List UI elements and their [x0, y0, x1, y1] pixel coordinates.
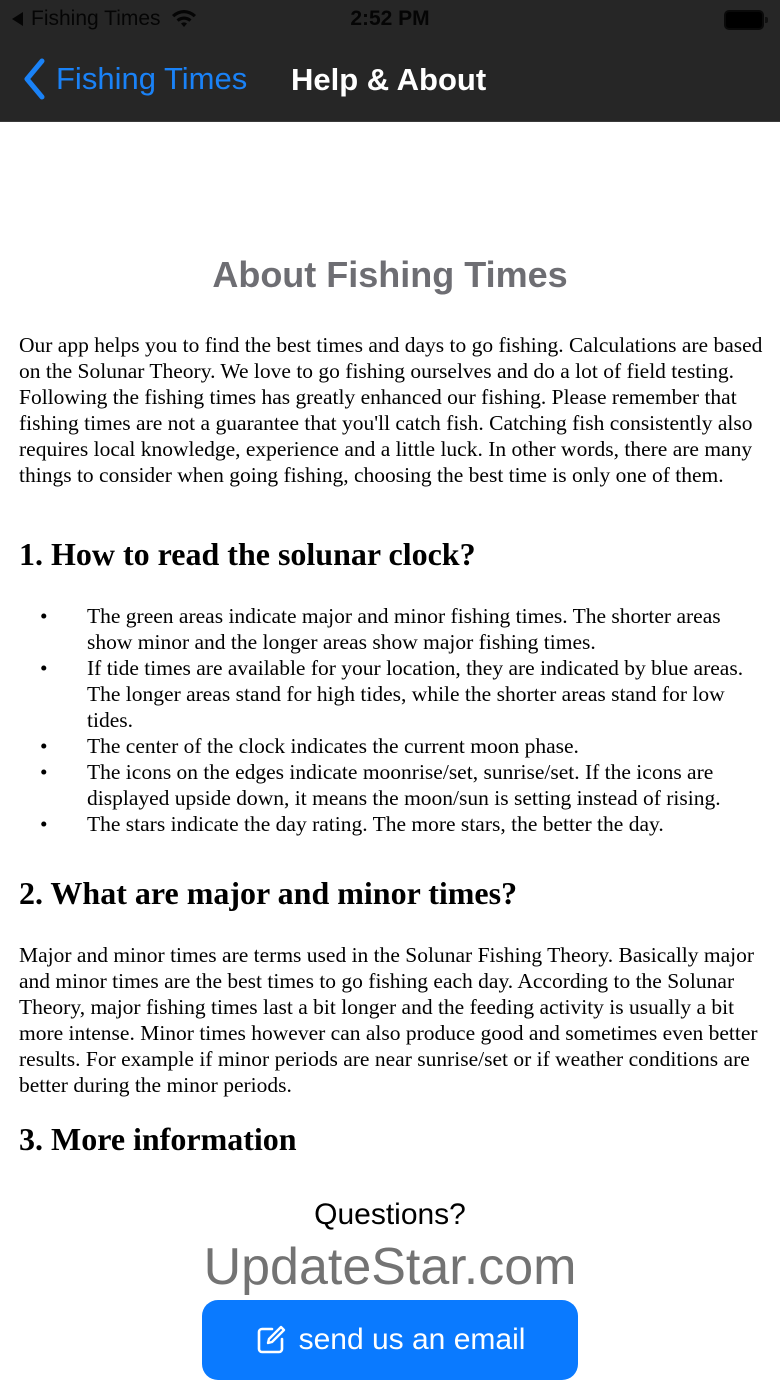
list-item: • The green areas indicate major and minor fishing times. The shorter areas show minor and the longer areas show major fishing times. — [40, 604, 721, 654]
bullet-icon: • — [40, 812, 48, 836]
list-item: • The icons on the edges indicate moonrise/set, sunrise/set. If the icons are displayed upside down, it means the moon/sun is setting instead of rising. — [40, 760, 721, 810]
bullet-icon: • — [40, 656, 48, 680]
send-email-label: send us an email — [298, 1323, 526, 1356]
bullet-icon: • — [40, 604, 48, 628]
top-bar — [0, 0, 780, 122]
major-minor-text: Major and minor times are terms used in the Solunar Fishing Theory. Basically major and minor times are the best times to go fishing each day. According to the Solunar Theory, major fishing times last a bit longer and the feeding activity is usually a bit more intense. Minor times however can also produce good and sometimes even better results. For example if minor periods are near sunrise/set or if weather conditions are better during the minor periods. — [19, 943, 758, 1097]
section-heading-major-minor: 2. What are major and minor times? — [19, 875, 518, 911]
status-bar — [0, 0, 780, 40]
list-item: • The stars indicate the day rating. The more stars, the better the day. — [40, 812, 664, 836]
about-title: About Fishing Times — [212, 254, 568, 295]
chevron-left-icon — [22, 58, 48, 100]
section-heading-more-info: 3. More information — [19, 1121, 297, 1157]
battery-icon — [724, 10, 764, 30]
solunar-clock-list — [0, 603, 780, 837]
questions-label: Questions? — [314, 1198, 466, 1231]
back-button-label: Fishing Times — [56, 61, 248, 96]
list-item: • The center of the clock indicates the current moon phase. — [40, 734, 579, 758]
bullet-icon: • — [40, 760, 48, 784]
compose-icon — [255, 1324, 287, 1356]
about-intro-text: Our app helps you to find the best times and days to go fishing. Calculations are based on the Solunar Theory. We love to go fishing ourselves and do a lot of field testing. Following the fishing times has greatly enhanced our fishing. Please remember that fishing times are not a guarantee that you'll catch fish. Catching fish consistently also requires local knowledge, experience and a little luck. In other words, there are many things to consider when going fishing, choosing the best time is only one of them. — [19, 333, 763, 487]
navigation-bar — [0, 50, 780, 110]
list-item: • If tide times are available for your location, they are indicated by blue areas. The longer areas stand for high tides, while the shorter areas stand for low tides. — [40, 656, 744, 732]
send-email-button[interactable] — [202, 1300, 578, 1380]
page-title: Help & About — [291, 62, 487, 97]
section-heading-solunar-clock: 1. How to read the solunar clock? — [19, 536, 476, 572]
back-button[interactable] — [22, 58, 247, 100]
status-time: 2:52 PM — [350, 7, 430, 30]
bullet-icon: • — [40, 734, 48, 758]
watermark-text: UpdateStar.com — [203, 1238, 577, 1296]
status-back-app-label: Fishing Times — [31, 7, 161, 30]
